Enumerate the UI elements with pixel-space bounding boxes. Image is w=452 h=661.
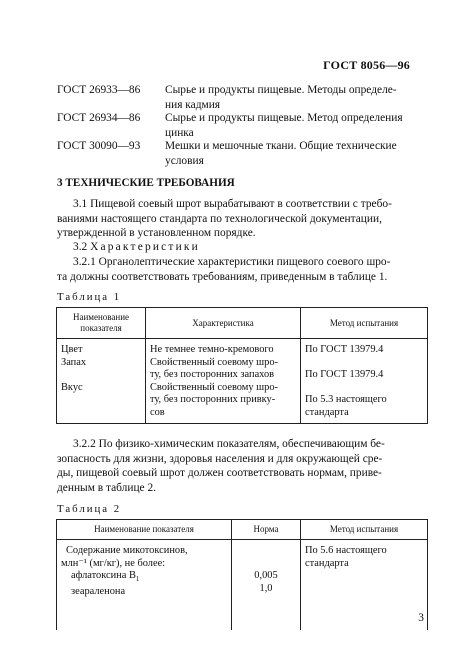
- text-line: ваниями настоящего стандарта по технологической документации,: [57, 212, 382, 225]
- paragraph-3-2-2: [57, 437, 427, 495]
- text-line: ды, пищевой соевый шрот должен соответствовать нормам, приве-: [57, 467, 382, 479]
- column-header: Наименование показателя: [57, 308, 146, 339]
- norm-value: 0,005: [254, 570, 278, 581]
- clause-heading: Характеристики: [90, 241, 200, 253]
- table-cell: [301, 339, 428, 424]
- table-cell: [57, 339, 146, 424]
- text-line: утвержденной в установленном порядке.: [57, 227, 256, 239]
- indicator-name: зеараленона: [71, 585, 126, 597]
- section-title: 3 ТЕХНИЧЕСКИЕ ТРЕБОВАНИЯ: [57, 177, 235, 189]
- reference-title-continued: цинка: [165, 126, 194, 139]
- reference-item: [57, 84, 427, 112]
- table-header-row: [57, 520, 428, 540]
- column-header: Норма: [232, 520, 301, 540]
- test-method: стандарта: [305, 406, 349, 418]
- table-cell: [57, 540, 232, 630]
- table-2-caption: Таблица 2: [57, 503, 122, 515]
- paragraph-3-2-1: [57, 255, 427, 284]
- test-method: По ГОСТ 13979.4: [305, 344, 384, 355]
- text-line: денным в таблице 2.: [57, 481, 156, 494]
- test-method: По ГОСТ 13979.4: [305, 369, 384, 380]
- paragraph-3-1: [57, 197, 427, 241]
- column-header: Наименование показателя: [57, 520, 232, 540]
- indicator-name: Вкус: [61, 381, 83, 393]
- characteristic-text: сов: [150, 406, 165, 418]
- reference-title: Сырье и продукты пищевые. Методы определе-: [165, 84, 397, 96]
- reference-title: Сырье и продукты пищевые. Метод определения: [165, 112, 403, 124]
- table-row: [57, 339, 428, 424]
- page-number: 3: [418, 612, 424, 624]
- norm-value: 1,0: [259, 582, 273, 594]
- reference-number: ГОСТ 26934—86: [57, 112, 141, 124]
- reference-number: ГОСТ 26933—86: [57, 84, 141, 96]
- table-cell: [146, 339, 301, 424]
- characteristic-text: ту, без посторонних запахов: [150, 369, 275, 380]
- text-line: [57, 240, 427, 255]
- paragraph-3-2: [57, 240, 427, 255]
- text-line: та должны соответствовать требованиям, приведенным в таблице 1.: [57, 270, 388, 283]
- characteristic-text: Свойственный соевому шро-: [150, 381, 278, 393]
- indicator-name: млн⁻¹ (мг/кг), не более:: [61, 557, 166, 569]
- table-1-caption: Таблица 1: [57, 291, 122, 303]
- text-line: 3.2.1 Органолептические характеристики пищевого соевого шро-: [73, 256, 391, 268]
- normative-references: [57, 84, 427, 168]
- reference-title-continued: условия: [165, 154, 204, 167]
- table-row: [57, 540, 428, 630]
- reference-item: [57, 140, 427, 168]
- text-line: 3.1 Пищевой соевый шрот вырабатывают в соответствии с требо-: [73, 198, 392, 210]
- test-method: стандарта: [305, 557, 349, 569]
- table-1: [56, 307, 428, 424]
- column-header: Метод испытания: [301, 520, 428, 540]
- characteristic-text: Не темнее темно-кремового: [150, 344, 274, 355]
- characteristic-text: ту, без посторонних привку-: [150, 394, 276, 405]
- reference-number: ГОСТ 30090—93: [57, 140, 141, 152]
- test-method: По 5.3 настоящего: [305, 394, 387, 405]
- indicator-name: Запах: [61, 356, 87, 368]
- column-header: Метод испытания: [301, 308, 428, 339]
- text-line: 3.2.2 По физико-химическим показателям, обеспечивающим бе-: [73, 438, 385, 450]
- indicator-name: афлатоксина $B_1$: [71, 570, 140, 584]
- test-method: По 5.6 настоящего: [305, 545, 387, 556]
- reference-title: Мешки и мешочные ткани. Общие технические: [165, 140, 397, 152]
- table-cell: [232, 540, 301, 630]
- column-header: Характеристика: [146, 308, 301, 339]
- table-header-row: [57, 308, 428, 339]
- reference-title-continued: ния кадмия: [165, 98, 221, 111]
- table-cell: [301, 540, 428, 630]
- indicator-name: Цвет: [61, 344, 83, 355]
- indicator-name: Содержание микотоксинов,: [66, 545, 188, 556]
- standard-code: ГОСТ 8056—96: [323, 58, 410, 72]
- table-2: [56, 519, 428, 630]
- text-line: зопасность для жизни, здоровья населения и для окружающей сре-: [57, 452, 383, 465]
- clause-number: 3.2: [73, 241, 91, 253]
- reference-item: [57, 112, 427, 140]
- characteristic-text: Свойственный соевому шро-: [150, 356, 278, 368]
